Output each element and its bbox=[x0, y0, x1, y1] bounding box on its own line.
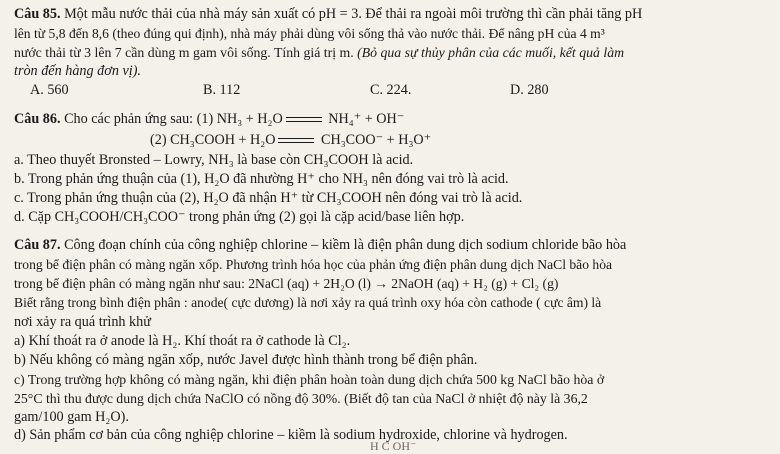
q86-title: Câu 86. bbox=[14, 111, 61, 127]
q87-title: Câu 87. bbox=[14, 237, 61, 253]
q85-option-c: C. 224. bbox=[370, 82, 412, 98]
q85-title: Câu 85. bbox=[14, 6, 61, 22]
q85-line-4: tròn đến hàng đơn vị). bbox=[14, 63, 141, 79]
equilibrium-arrow-icon bbox=[278, 137, 314, 145]
q87-statement-b: b) Nếu không có màng ngăn xốp, nước Javel được hình thành trong bể điện phân. bbox=[14, 352, 478, 368]
q85-line-2: lên từ 5,8 đến 8,6 (theo đúng qui định), nhà máy phải dùng vôi sống thả vào nước thải. Để nâng pH của 4 m³ bbox=[14, 26, 605, 41]
q87-line-5: nơi xảy ra quá trình khử bbox=[14, 314, 151, 330]
q86-statement-d: d. Cặp CH₃COOH/CH₃COO⁻ trong phản ứng (2) gọi là cặp acid/base liên hợp. bbox=[14, 209, 465, 225]
q86-line-1: Câu 86. Cho các phản ứng sau: (1) NH₃ + H₂O NH₄⁺ + OH⁻ bbox=[14, 111, 405, 127]
q86-statement-a: a. Theo thuyết Bronsted – Lowry, NH₃ là base còn CH₃COOH là acid. bbox=[14, 152, 414, 168]
q87-line-1: Câu 87. Công đoạn chính của công nghiệp chlorine – kiềm là điện phân dung dịch sodium chloride bão hòa bbox=[14, 237, 627, 253]
q85-line-1: Câu 85. Một mẫu nước thải của nhà máy sản xuất có pH = 3. Để thải ra ngoài môi trường thì cần phải tăng pH bbox=[14, 6, 643, 22]
q86-statement-b: b. Trong phản ứng thuận của (1), H₂O đã nhường H⁺ cho NH₃ nên đóng vai trò là acid. bbox=[14, 171, 509, 187]
q87-statement-c-line-2: 25°C thì thu được dung dịch chứa NaClO có nồng độ 30%. (Biết độ tan của NaCl ở nhiệt độ này là 36,2 bbox=[14, 391, 588, 406]
q86-statement-c: c. Trong phản ứng thuận của (2), H₂O đã nhận H⁺ từ CH₃COOH nên đóng vai trò là acid. bbox=[14, 190, 523, 206]
q87-statement-d: d) Sản phẩm cơ bản của công nghiệp chlorine – kiềm là sodium hydroxide, chlorine và hydrogen. bbox=[14, 427, 568, 443]
q85-line-3: nước thải từ 3 lên 7 cần dùng m gam vôi sống. Tính giá trị m. (Bỏ qua sự thủy phân của các muối, kết quả làm bbox=[14, 45, 625, 60]
q87-line-3: trong bể điện phân có màng ngăn như sau: 2NaCl (aq) + 2H₂O (l) → 2NaOH (aq) + H₂ (g) + Cl₂ (g) bbox=[14, 276, 559, 291]
q85-option-a: A. 560 bbox=[30, 82, 69, 98]
q87-statement-c-line-3: gam/100 gam H₂O). bbox=[14, 409, 129, 425]
q86-equation-2: (2) CH₃COOH + H₂O CH₃COO⁻ + H₃O⁺ bbox=[150, 132, 432, 148]
q87-line-4: Biết rằng trong bình điện phân : anode( cực dương) là nơi xảy ra quá trình oxy hóa còn cathode ( cực âm) là bbox=[14, 295, 602, 310]
q87-statement-a: a) Khí thoát ra ở anode là H₂. Khí thoát ra ở cathode là Cl₂. bbox=[14, 333, 351, 349]
q85-option-b: B. 112 bbox=[203, 82, 241, 98]
q87-statement-c-line-1: c) Trong trường hợp không có màng ngăn, khi điện phân hoàn toàn dung dịch chứa 500 kg NaCl bão hòa ở bbox=[14, 372, 605, 387]
equilibrium-arrow-icon bbox=[286, 116, 322, 124]
q87-line-2: trong bể điện phân có màng ngăn xốp. Phương trình hóa học của phản ứng điện phân dung dịch NaCl bão hòa bbox=[14, 257, 613, 272]
q85-option-d: D. 280 bbox=[510, 82, 549, 98]
cut-off-text: H C OH⁻ bbox=[370, 439, 417, 453]
